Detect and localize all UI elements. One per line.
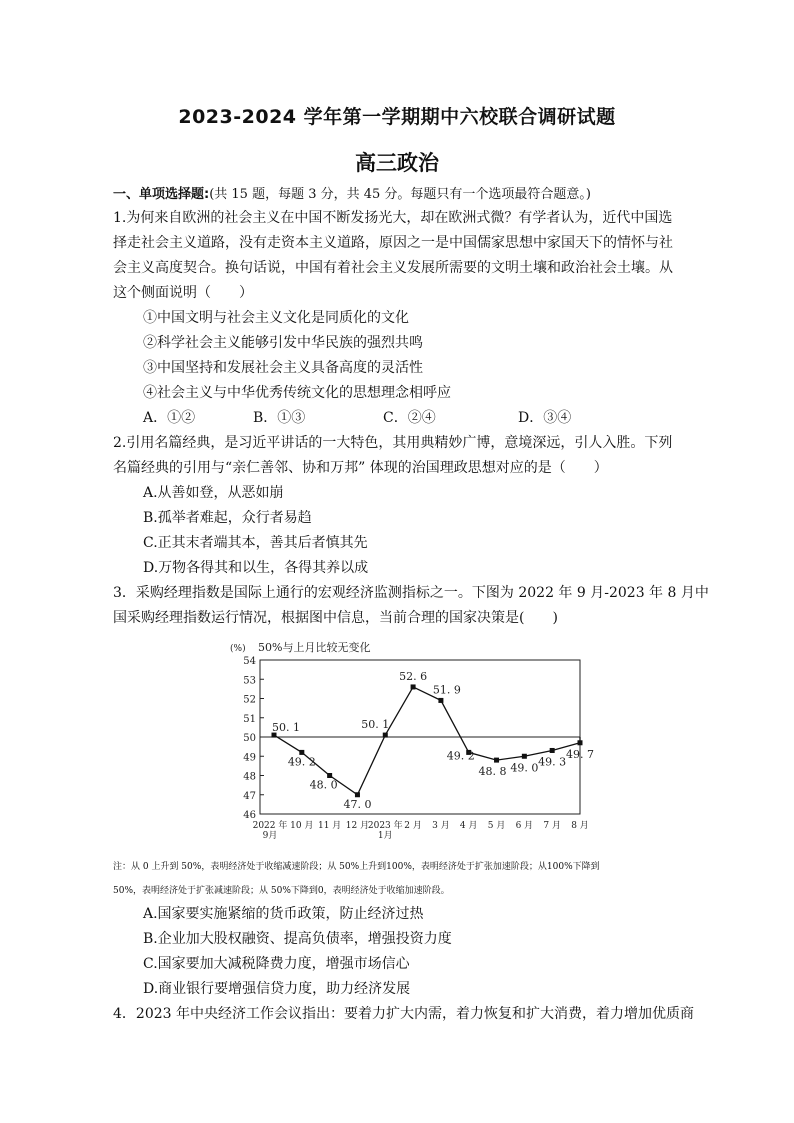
data-value-label: 50. 1 [361, 718, 390, 732]
q1-statement: ③中国坚持和发展社会主义具备高度的灵活性 [143, 360, 423, 376]
q3-option-b: B.企业加大股权融资、提高负债率，增强投资力度 [143, 931, 452, 947]
data-point [411, 684, 416, 689]
exam-title: 2023-2024 学年第一学期期中六校联合调研试题 [178, 106, 616, 128]
x-tick-label: 5 月 [487, 821, 506, 831]
x-tick-label: 8 月 [571, 821, 589, 831]
chart-unit-label: (%) [230, 644, 246, 654]
data-point [355, 792, 360, 797]
data-value-label: 47. 0 [343, 797, 372, 811]
q1-line: 择走社会主义道路，没有走资本主义道路，原因之一是中国儒家思想中家国天下的情怀与社 [113, 235, 673, 251]
q1-line: 这个侧面说明（ ） [113, 285, 253, 301]
q3-line: 3．采购经理指数是国际上通行的宏观经济监测指标之一。下图为 2022 年 9 月-2023 年 8 月中 [113, 585, 709, 601]
q2-option-b: B.孤举者难起，众行者易趋 [143, 510, 312, 526]
subject-title: 高三政治 [355, 151, 439, 175]
data-value-label: 51. 9 [432, 683, 461, 697]
q1-line: 会主义高度契合。换句话说，中国有着社会主义发展所需要的文明土壤和政治社会土壤。从 [113, 260, 673, 276]
x-tick-label: 6 月 [515, 821, 534, 831]
y-tick-label: 49 [243, 752, 256, 764]
q2-option-d: D.万物各得其和以生，各得其养以成 [143, 560, 369, 576]
data-value-label: 49. 2 [446, 749, 475, 763]
y-tick-label: 48 [243, 771, 256, 783]
x-tick-label: 4 月 [459, 821, 478, 831]
section-heading [113, 183, 591, 202]
q3-option-d: D.商业银行要增强信贷力度，助力经济发展 [143, 981, 411, 997]
x-tick-label: 2 月 [404, 821, 422, 831]
q1-choice-b: B．①③ [253, 410, 306, 426]
data-value-label: 48. 8 [478, 765, 507, 779]
x-tick-label: 11 月 [317, 821, 342, 831]
x-tick-label: 1月 [377, 831, 393, 841]
chart-note-line: 50%，表明经济处于扩张减速阶段；从 50%下降到0，表明经济处于收缩加速阶段。 [113, 886, 450, 896]
data-value-label: 49. 0 [510, 761, 539, 775]
q1-choice-d: D．③④ [518, 410, 572, 426]
data-value-label: 52. 6 [399, 669, 428, 683]
q4-line: 4．2023 年中央经济工作会议指出：要着力扩大内需，着力恢复和扩大消费，着力增加优质商 [113, 1006, 694, 1022]
y-tick-label: 50 [243, 733, 256, 744]
x-tick-label: 7 月 [543, 821, 561, 831]
q1-choice-a: A．①② [143, 410, 196, 426]
q1-statement: ②科学社会主义能够引发中华民族的强烈共鸣 [143, 335, 423, 351]
data-value-label: 49. 7 [566, 747, 594, 761]
chart-title: 50%与上月比较无变化 [258, 641, 371, 654]
data-value-label: 50. 1 [272, 721, 300, 735]
q1-statement: ④社会主义与中华优秀传统文化的思想理念相呼应 [143, 385, 451, 401]
data-point [550, 748, 555, 753]
q3-line: 国采购经理指数运行情况，根据图中信息，当前合理的国家决策是( ) [113, 610, 558, 626]
data-point [327, 773, 332, 778]
pmi-line-chart [228, 634, 594, 850]
y-tick-label: 54 [243, 656, 256, 667]
q1-choice-c: C．②④ [383, 410, 436, 426]
data-point [383, 733, 388, 738]
data-point [299, 750, 304, 755]
y-tick-label: 51 [243, 713, 256, 725]
data-point [578, 740, 583, 745]
data-value-label: 48. 0 [309, 778, 338, 792]
data-value-label: 49. 2 [287, 755, 316, 769]
data-point [438, 698, 443, 703]
x-tick-label: 12 月 [345, 821, 370, 831]
x-tick-label: 3 月 [432, 821, 450, 831]
q3-option-a: A.国家要实施紧缩的货币政策，防止经济过热 [143, 906, 424, 922]
q2-option-c: C.正其末者端其本，善其后者慎其先 [143, 535, 368, 551]
x-tick-label: 9月 [262, 831, 278, 841]
y-tick-label: 46 [243, 810, 256, 821]
chart-note-line: 注：从 0 上升到 50%，表明经济处于收缩减速阶段；从 50%上升到100%，表明经济处于扩张加速阶段；从100%下降到 [113, 862, 600, 872]
section-label: 一、单项选择题: [113, 187, 210, 202]
q1-statement: ①中国文明与社会主义文化是同质化的文化 [143, 310, 409, 326]
q2-line: 2.引用名篇经典，是习近平讲话的一大特色，其用典精妙广博，意境深远，引人入胜。下列 [113, 435, 673, 451]
q1-line: 1.为何来自欧洲的社会主义在中国不断发扬光大，却在欧洲式微？有学者认为，近代中国选 [113, 210, 673, 226]
data-value-label: 49. 3 [538, 755, 567, 769]
x-tick-label: 2023 年 [367, 821, 403, 831]
q3-option-c: C.国家要加大减税降费力度，增强市场信心 [143, 956, 410, 972]
x-tick-label: 2022 年 [252, 821, 288, 831]
q2-option-a: A.从善如登，从恶如崩 [143, 485, 284, 501]
section-instructions: (共 15 题，每题 3 分，共 45 分。每题只有一个选项最符合题意。) [209, 187, 591, 202]
data-point [522, 754, 527, 759]
y-tick-label: 52 [243, 694, 256, 706]
y-tick-label: 47 [243, 790, 256, 802]
q2-line: 名篇经典的引用与“亲仁善邻、协和万邦” 体现的治国理政思想对应的是（ ） [113, 460, 608, 476]
x-tick-label: 10 月 [290, 821, 314, 831]
y-tick-label: 53 [243, 675, 256, 687]
data-point [494, 758, 499, 763]
